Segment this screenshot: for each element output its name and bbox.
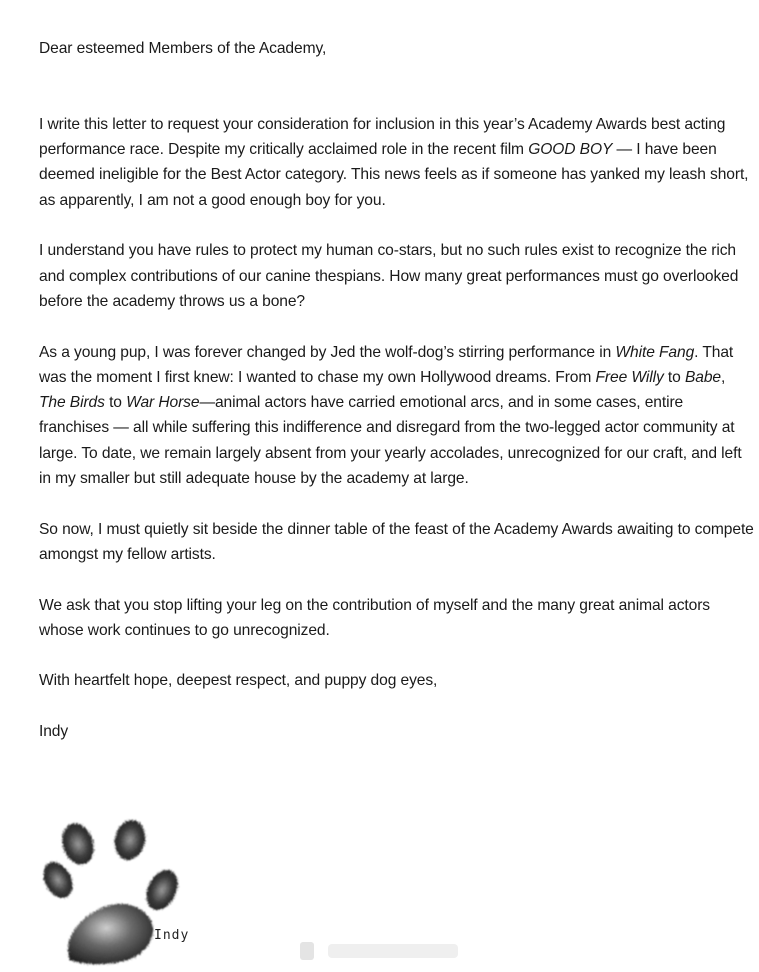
paw-toe-4 (140, 865, 183, 915)
film-title-war-horse: War Horse (126, 394, 200, 412)
watermark-mark (298, 938, 468, 964)
film-title-white-fang: White Fang (615, 343, 695, 361)
paragraph-3-text-c: to (663, 368, 685, 386)
paragraph-1-text-a: I write this letter to request your consideration for inclusion in this year’s Academy Awards best acting performance race. Despite my critically acclaimed role in the recent film (39, 115, 726, 159)
paw-toe-2 (40, 857, 78, 903)
pawprint-label: Indy (154, 928, 190, 943)
film-title-the-birds: The Birds (39, 394, 105, 412)
salutation: Dear esteemed Members of the Academy, (39, 40, 327, 57)
paragraph-3-text-b: . That was the moment I first knew: I wanted to chase my own Hollywood dreams. From (39, 343, 734, 386)
paragraph-3-text-d: , (720, 368, 726, 386)
paragraph-3-text-a: As a young pup, I was forever changed by Jed the wolf-dog’s stirring performance in (39, 343, 616, 361)
paragraph-1-text-b: — I have been deemed ineligible for the Best Actor category. This news feels as if someone has yanked my leash short, as apparently, I am not a good enough boy for you. (39, 141, 749, 209)
signature: Indy (39, 723, 69, 741)
paragraph-2: I understand you have rules to protect my human co-stars, but no such rules exist to recognize the rich and complex contributions of our canine thespians. How many great performances must go overlooked before the academy throws us a bone? (39, 242, 739, 310)
pawprint-icon (40, 812, 200, 972)
paw-toe-1 (57, 819, 99, 868)
paw-toe-3 (111, 817, 149, 862)
paragraph-3-text-f: —animal actors have carried emotional arcs, and in some cases, entire franchises — all while suffering this indifference and disregard from the two-legged actor community at large. To date, we remain largely absent from your yearly accolades, unrecognized for our craft, and left in my smaller but still adequate house by the academy at large. (39, 394, 742, 488)
paragraph-5: We ask that you stop lifting your leg on the contribution of myself and the many great animal actors whose work continues to go unrecognized. (39, 596, 711, 639)
paragraph-4: So now, I must quietly sit beside the dinner table of the feast of the Academy Awards awaiting to compete amongst my fellow artists. (39, 520, 754, 563)
closing: With heartfelt hope, deepest respect, and puppy dog eyes, (39, 672, 438, 690)
film-title-free-willy: Free Willy (595, 368, 664, 386)
paragraph-1 (39, 112, 754, 213)
letter-body (39, 36, 754, 744)
film-title-good-boy: GOOD BOY (528, 141, 613, 159)
paragraph-3-text-e: to (104, 394, 127, 412)
paragraph-3 (39, 340, 754, 492)
film-title-babe: Babe (684, 368, 721, 386)
paw-main-pad (68, 904, 153, 964)
